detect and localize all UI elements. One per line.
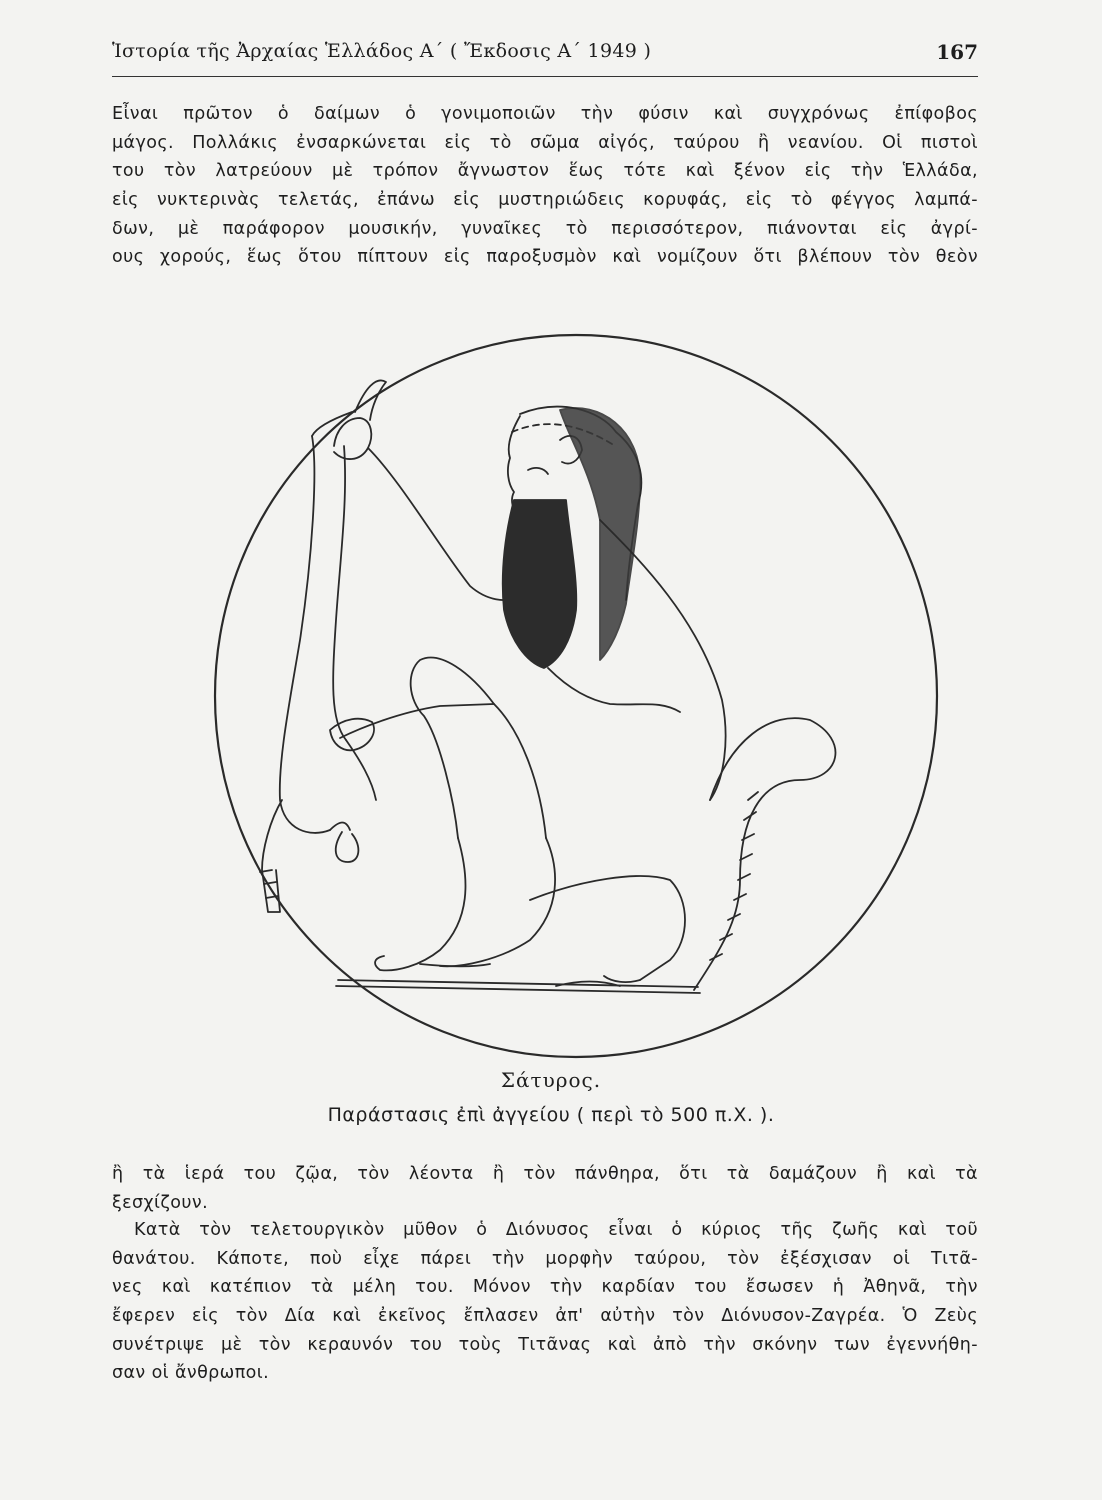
raised-leg-back [494,704,546,838]
text-line: δων, μὲ παράφορον μουσικήν, γυναῖκες τὸ περισσότερον, πιάνονται εἰς ἀγρί- [112,218,978,239]
running-title: Ἱστορία τῆς Ἀρχαίας Ἑλλάδος Α΄ ( Ἔκδοσις Α΄ 1949 ) [112,40,652,62]
tail [694,718,835,990]
text-line: συνέτριψε μὲ τὸν κεραυνόν του τοὺς Τιτᾶνας καὶ ἀπὸ τὴν σκόνην των ἐγεννήθη- [112,1334,978,1355]
text-line: Κατὰ τὸν τελετουργικὸν μῦθον ὁ Διόνυσος εἶναι ὁ κύριος τῆς ζωῆς καὶ τοῦ [134,1220,978,1240]
shin-front [375,838,465,970]
figure-caption: Παράστασις ἐπὶ ἀγγείου ( περὶ τὸ 500 π.Χ. ). [327,1104,775,1126]
lower-arm [340,704,494,738]
text-line: ἢ τὰ ἱερά του ζῷα, τὸν λέοντα ἢ τὸν πάνθηρα, ὅτι τὰ δαμάζουν ἢ καὶ τὰ [112,1164,978,1184]
upper-arm [368,448,520,600]
page-number: 167 [936,40,978,64]
kneeling-leg [530,876,685,980]
text-line: νες καὶ κατέπιον τὰ μέλη του. Μόνον τὴν καρδίαν του ἔσωσεν ἡ Ἀθηνᾶ, τὴν [112,1277,978,1298]
figure-title: Σάτυρος. [500,1068,602,1092]
ground-line [336,986,700,993]
paragraph-myth [112,1216,978,1388]
wineskin-body [280,436,330,833]
text-line: Εἶναι πρῶτον ὁ δαίμων ὁ γονιμοποιῶν τὴν φύσιν καὶ συγχρόνως ἐπίφοβος [112,104,978,124]
text-line: ους χορούς, ἕως ὅτου πίπτουν εἰς παροξυσμὸν καὶ νομίζουν ὅτι βλέπουν τὸν θεὸν [112,247,978,268]
text-line: μάγος. Πολλάκις ἐνσαρκώνεται εἰς τὸ σῶμα αἰγός, ταύρου ἢ νεανίου. Οἱ πιστοὶ [112,132,978,153]
shin-back [440,838,555,966]
text-line: εἰς νυκτερινὰς τελετάς, ἐπάνω εἰς μυστηριώδεις κορυφάς, εἰς τὸ φέγγος λαμπά- [112,190,978,211]
text-line: σαν οἱ ἄνθρωποι. [112,1363,270,1384]
lower-hand [330,719,374,751]
raised-leg-front [411,658,494,838]
wineskin-leg [262,800,282,912]
text-line: του τὸν λατρεύουν μὲ τρόπον ἄγνωστον ἕως τότε καὶ ξένον εἰς τὴν Ἑλλάδα, [112,161,978,182]
text-line: ξεσχίζουν. [112,1192,209,1213]
beard [503,500,577,668]
wineskin-loop [336,832,359,862]
paragraph-continuation [112,1160,978,1217]
text-line: θανάτου. Κάποτε, ποὺ εἶχε πάρει τὴν μορφὴν ταύρου, τὸν ἐξέσχισαν οἱ Τιτᾶ- [112,1248,978,1269]
text-line: ἔφερεν εἰς τὸν Δία καὶ ἐκεῖνος ἔπλασεν ἀπ' αὐτὴν τὸν Διόνυσον-Ζαγρέα. Ὁ Ζεὺς [112,1306,978,1327]
chest-line [548,668,680,712]
